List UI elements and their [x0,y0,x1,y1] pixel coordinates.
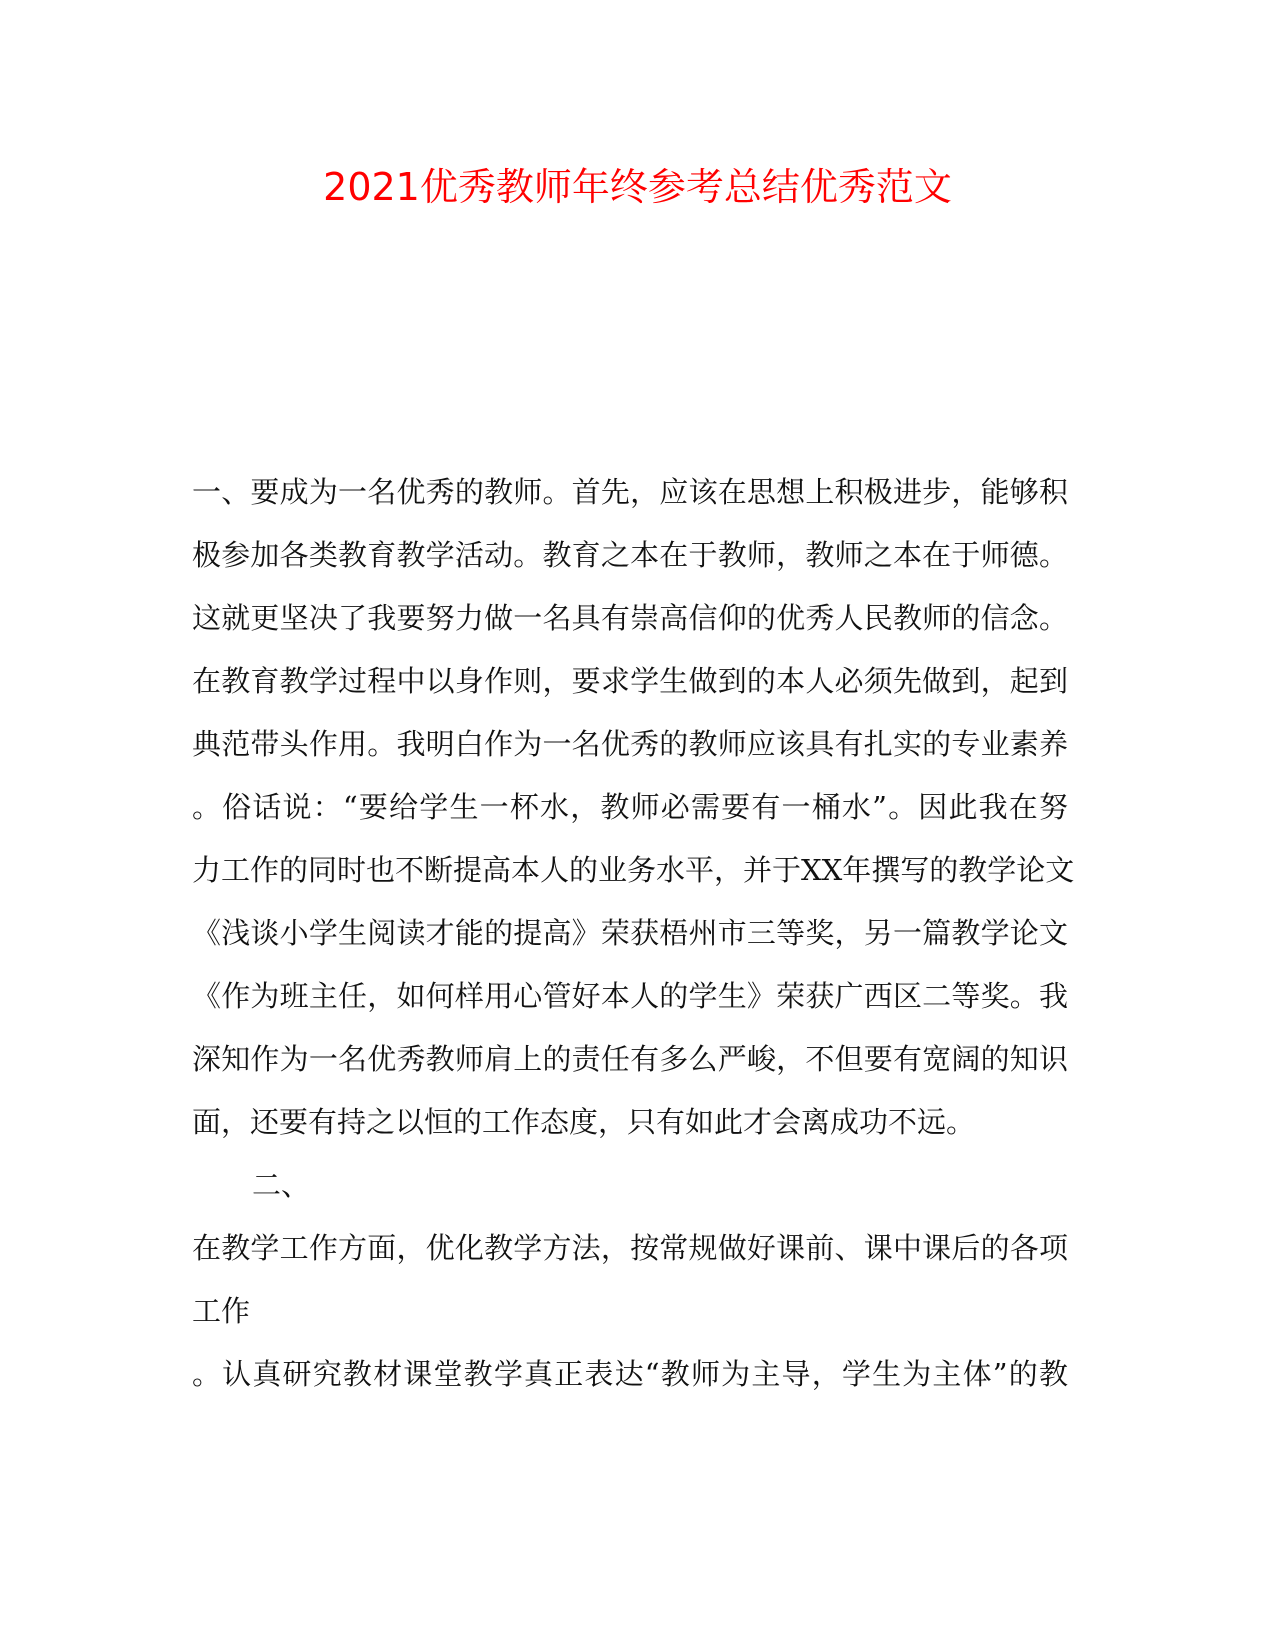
document-title: 2021优秀教师年终参考总结优秀范文 [323,165,952,209]
paragraph-line: 工作 [192,1294,251,1328]
paragraph-line: 在教育教学过程中以身作则，要求学生做到的本人必须先做到，起到 [192,664,1068,698]
paragraph-line: 。认真研究教材课堂教学真正表达“教师为主导，学生为主体”的教 [192,1357,1068,1391]
section-number: 二、 [252,1168,311,1202]
paragraph-line: 这就更坚决了我要努力做一名具有崇高信仰的优秀人民教师的信念。 [192,601,1068,635]
paragraph-line: 典范带头作用。我明白作为一名优秀的教师应该具有扎实的专业素养 [192,727,1068,761]
paragraph-line: 深知作为一名优秀教师肩上的责任有多么严峻，不但要有宽阔的知识 [192,1042,1068,1076]
paragraph-line: 《作为班主任，如何样用心管好本人的学生》荣获广西区二等奖。我 [192,979,1068,1013]
paragraph-line: 一、要成为一名优秀的教师。首先，应该在思想上积极进步，能够积 [192,475,1068,509]
paragraph-line: 在教学工作方面，优化教学方法，按常规做好课前、课中课后的各项 [192,1231,1068,1265]
paragraph-line: 面，还要有持之以恒的工作态度，只有如此才会离成功不远。 [192,1105,976,1139]
paragraph-line: 极参加各类教育教学活动。教育之本在于教师，教师之本在于师德。 [192,538,1068,572]
paragraph-line: 《浅谈小学生阅读才能的提高》荣获梧州市三等奖，另一篇教学论文 [192,916,1068,950]
paragraph-line: 。俗话说：“要给学生一杯水，教师必需要有一桶水”。因此我在努 [192,790,1068,824]
paragraph-line: 力工作的同时也不断提高本人的业务水平，并于XX年撰写的教学论文 [192,853,1075,887]
